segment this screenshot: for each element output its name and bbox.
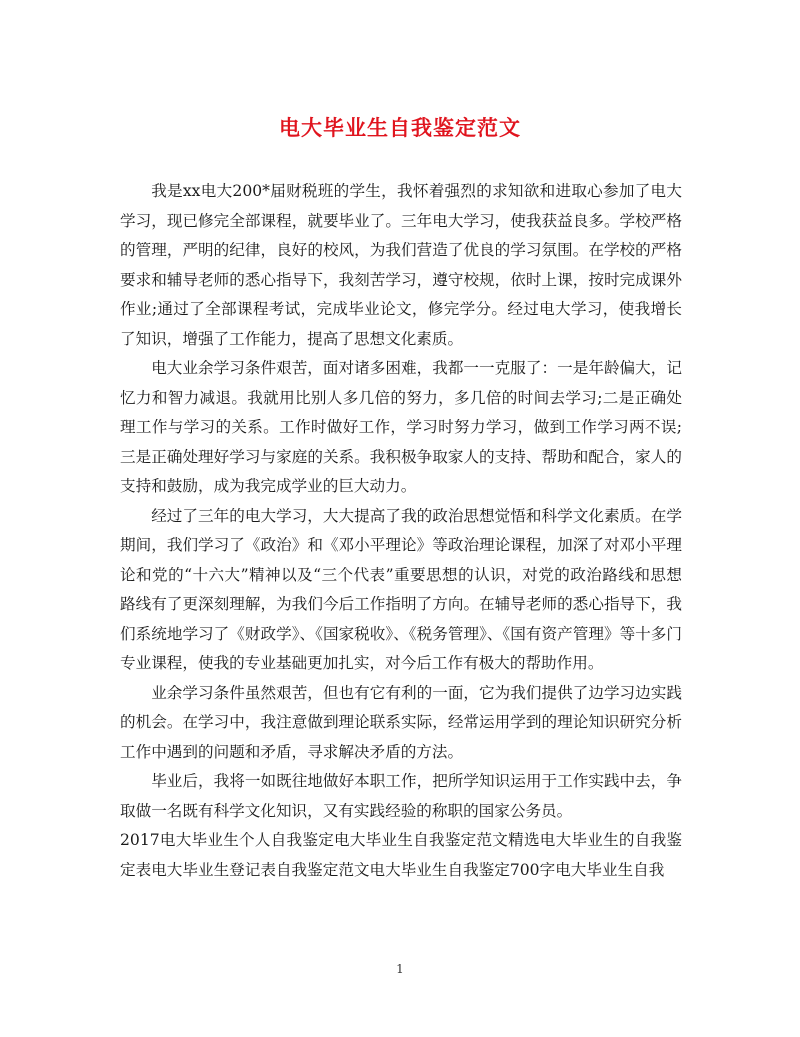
related-keywords-text: 2017电大毕业生个人自我鉴定电大毕业生自我鉴定范文精选电大毕业生的自我鉴定表电大毕业生登记表自我鉴定范文电大毕业生自我鉴定700字电大毕业生自我 [120,831,682,879]
paragraph-4: 业余学习条件虽然艰苦，但也有它有利的一面，它为我们提供了边学习边实践的机会。在学习中，我注意做到理论联系实际，经常运用学到的理论知识研究分析工作中遇到的问题和矛盾，寻求解决矛盾的方法。 [120,683,682,761]
paragraph-1: 我是xx电大200*届财税班的学生，我怀着强烈的求知欲和进取心参加了电大学习，现已修完全部课程，就要毕业了。三年电大学习，使我获益良多。学校严格的管理，严明的纪律，良好的校风，为我们营造了优良的学习氛围。在学校的严格要求和辅导老师的悉心指导下，我刻苦学习，遵守校规，依时上课，按时完成课外作业;通过了全部课程考试，完成毕业论文，修完学分。经过电大学习，使我增长了知识，增强了工作能力，提高了思想文化素质。 [120,182,682,348]
document-title: 电大毕业生自我鉴定范文 [279,115,521,140]
paragraph-2: 电大业余学习条件艰苦，面对诸多困难，我都一一克服了：一是年龄偏大，记忆力和智力减退。我就用比别人多几倍的努力，多几倍的时间去学习;二是正确处理工作与学习的关系。工作时做好工作，学习时努力学习，做到工作学习两不误;三是正确处理好学习与家庭的关系。我积极争取家人的支持、帮助和配合，家人的支持和鼓励，成为我完成学业的巨大动力。 [120,359,682,495]
paragraph-3: 经过了三年的电大学习，大大提高了我的政治思想觉悟和科学文化素质。在学期间，我们学习了《政治》和《邓小平理论》等政治理论课程，加深了对邓小平理论和党的“十六大”精神以及“三个代表”重要思想的认识，对党的政治路线和思想路线有了更深刻理解，为我们今后工作指明了方向。在辅导老师的悉心指导下，我们系统地学习了《财政学》、《国家税收》、《税务管理》、《国有资产管理》等十多门专业课程，使我的专业基础更加扎实，对今后工作有极大的帮助作用。 [120,506,682,672]
paragraph-5: 毕业后，我将一如既往地做好本职工作，把所学知识运用于工作实践中去，争取做一名既有科学文化知识，又有实践经验的称职的国家公务员。 [120,772,682,820]
page-number: 1 [396,962,404,976]
document-body [120,177,682,885]
